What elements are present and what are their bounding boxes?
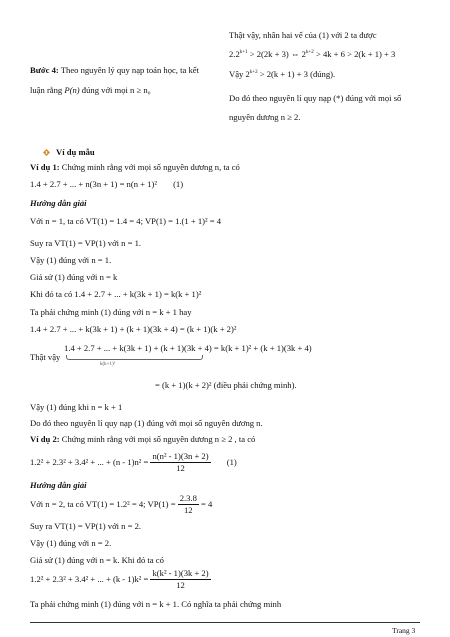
ex1-step-8-label: Thật vậy: [30, 352, 61, 362]
ex1-eq: 1.4 + 2.7 + ... + n(3n + 1) = n(n + 1)²: [30, 179, 157, 189]
ex2-step-1-num: 2.3.8: [179, 493, 197, 503]
ex2-step-4: Giả sử (1) đúng với n = k. Khi đó ta có: [30, 555, 164, 565]
right-col-valid: (đúng).: [310, 69, 336, 79]
ex2-step-1-result: = 4: [201, 498, 213, 509]
ex1-step-9: [155, 380, 297, 391]
ex2-step-5-text: 1.2² + 2.3² + 3.4² + ... + (k - 1)k² =: [30, 573, 149, 584]
section-title: Ví dụ mẫu: [56, 147, 95, 157]
step4-text-2a: luận rằng: [30, 85, 65, 95]
ex2-statement: [30, 434, 255, 445]
section-heading: [43, 147, 95, 158]
ex1-step-1: Với n = 1, ta có VT(1) = 1.4 = 4; VP(1) = 1.(1 + 1)² = 4: [30, 216, 222, 226]
ex2-equation: [30, 451, 237, 473]
right-col-line-1: Thật vậy, nhân hai vế của (1) với 2 ta được: [229, 30, 377, 40]
right-col-line-5: nguyên dương n ≥ 2.: [229, 112, 301, 122]
ex1-text: Chứng minh rằng với mọi số nguyên dương n, ta có: [59, 162, 240, 172]
right-col-conclusion: Vậy $2^{k+2} > 2(k + 1) + 3$ (đúng).: [229, 69, 336, 79]
ex2-step-1-text: Với n = 2, ta có VT(1) = 1.2² = 4; VP(1) =: [30, 498, 176, 509]
ex2-eq-num: n(n² - 1)(3n + 2): [152, 451, 209, 461]
ex2-text: Chứng minh rằng với mọi số nguyên dương n ≥ 2 , ta có: [59, 434, 256, 444]
page-number: Trang 3: [392, 626, 416, 635]
ex1-step-4: Giả sử (1) đúng với n = k: [30, 272, 118, 282]
step4-text-2d: n ≥ n₀: [130, 85, 151, 95]
step4-text-1: Theo nguyên lý quy nạp toán học, ta kết: [58, 65, 199, 75]
ex2-step-5-num: k(k² - 1)(3k + 2): [152, 568, 209, 578]
ex1-step-5: Khi đó ta có 1.4 + 2.7 + ... + k(3k + 1) = k(k + 1)²: [30, 289, 202, 299]
ex1-step-6: Ta phải chứng minh (1) đúng với n = k + 1 hay: [30, 307, 192, 317]
ex1-step-9-qed: (điều phải chứng minh).: [213, 380, 297, 390]
step4-text-2b: P(n): [64, 85, 80, 95]
ex2-eq-fraction: [150, 451, 210, 473]
ex2-step-6: Ta phải chứng minh (1) đúng với n = k + 1. Có nghĩa ta phải chứng minh: [30, 599, 282, 609]
ex1-equation: [30, 179, 183, 190]
ex2-step-1: [30, 493, 212, 515]
ex1-guide-title: Hướng dẫn giải: [30, 198, 87, 208]
ex2-step-5: [30, 568, 211, 590]
step4-line-2: [30, 85, 151, 96]
ex1-step-10: Vậy (1) đúng khi n = k + 1: [30, 402, 123, 412]
ex2-step-1-den: 12: [184, 504, 193, 515]
ex1-step-7: 1.4 + 2.7 + ... + k(3k + 1) + (k + 1)(3k + 4) = (k + 1)(k + 2)²: [30, 324, 237, 334]
ex1-step-11: Do đó theo nguyên lí quy nạp (1) đúng với mọi số nguyên dương n.: [30, 418, 263, 428]
ex1-eqno: (1): [173, 179, 184, 189]
ex2-eqno: (1): [226, 456, 237, 467]
ex1-step-9-eq: = (k + 1)(k + 2)²: [155, 380, 212, 390]
step4-line-1: [30, 65, 199, 76]
ex1-step-3: Vậy (1) đúng với n = 1.: [30, 255, 112, 265]
right-col-line-4: Do đó theo nguyên lí quy nạp (*) đúng với mọi số: [229, 93, 402, 103]
ex2-label: Ví dụ 2:: [30, 434, 60, 444]
step4-text-2c: đúng với mọi: [79, 85, 131, 95]
step4-label: Bước 4:: [30, 65, 59, 75]
ex2-step-5-den: 12: [176, 579, 185, 590]
ex2-step-1-fraction: [178, 493, 199, 515]
ex2-guide-title: Hướng dẫn giải: [30, 480, 87, 490]
ex2-step-2: Suy ra VT(1) = VP(1) với n = 2.: [30, 521, 142, 531]
ex1-label: Ví dụ 1:: [30, 162, 60, 172]
ex1-statement: [30, 162, 240, 173]
ex1-step-2: Suy ra VT(1) = VP(1) với n = 1.: [30, 238, 142, 248]
footer-divider: [30, 622, 420, 623]
ex1-underbrace: [66, 355, 203, 360]
ex2-step-5-fraction: [150, 568, 210, 590]
right-col-inequality: $2.2^{k+1} > 2(2k + 3)$ ⇔ $2^{k+2} > 4k + 6 > 2(k + 1) + 3$: [229, 49, 396, 59]
ex2-eq-left: 1.2² + 2.3² + 3.4² + ... + (n - 1)n² =: [30, 456, 149, 467]
arrow-bullet-icon: [43, 149, 50, 156]
ex2-step-3: Vậy (1) đúng với n = 2.: [30, 538, 112, 548]
ex1-underbrace-label: k(k+1)²: [100, 362, 116, 367]
ex2-eq-den: 12: [176, 462, 185, 473]
ex1-step-8-eq: 1.4 + 2.7 + ... + k(3k + 1) + (k + 1)(3k + 4) = k(k + 1)² + (k + 1)(3k + 4): [64, 343, 312, 353]
